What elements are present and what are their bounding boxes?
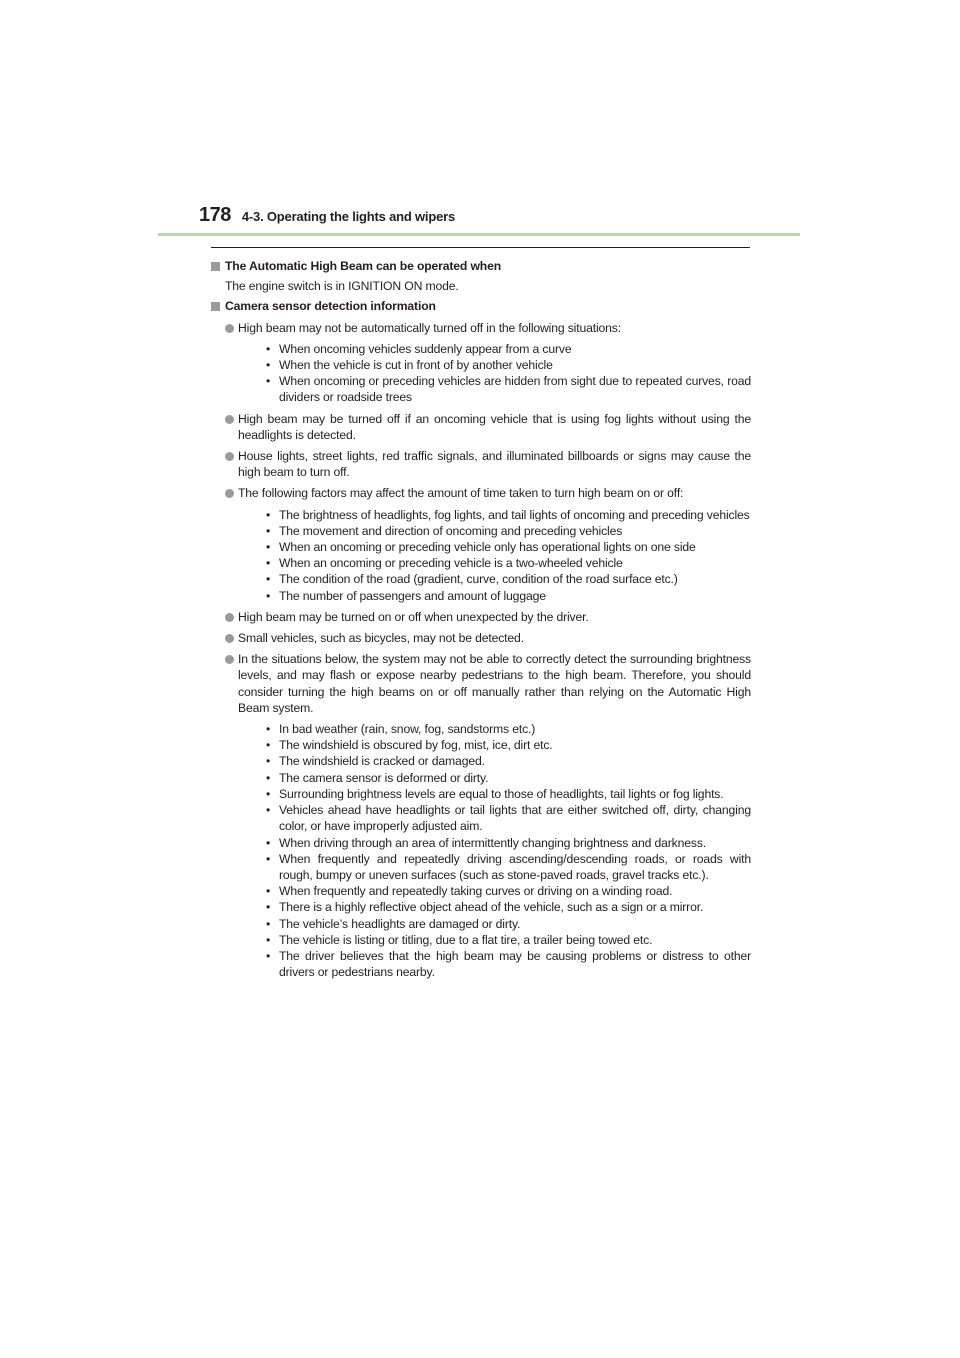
page-header	[199, 204, 455, 227]
sub-list-item: • When frequently and repeatedly taking curves or driving on a winding road.	[279, 883, 751, 899]
sub-list-item: • Vehicles ahead have headlights or tail lights that are either switched off, dirty, changing color, or have improperly adjusted aim.	[279, 802, 751, 834]
sub-list-item: • In bad weather (rain, snow, fog, sandstorms etc.)	[279, 721, 751, 737]
bullet-text: The following factors may affect the amount of time taken to turn high beam on or off:	[238, 486, 684, 501]
sub-list	[238, 507, 751, 604]
bullet-item	[211, 411, 751, 443]
circle-bullet-icon	[225, 634, 234, 643]
circle-bullet-icon	[225, 452, 234, 461]
bullet-text: House lights, street lights, red traffic signals, and illuminated billboards or signs may cause the high beam to turn off.	[238, 449, 751, 480]
sub-list-item: • The brightness of headlights, fog lights, and tail lights of oncoming and preceding vehicles	[279, 507, 751, 523]
circle-bullet-icon	[225, 655, 234, 664]
sub-list-item: • The camera sensor is deformed or dirty.	[279, 770, 751, 786]
sub-list-item: • The number of passengers and amount of luggage	[279, 588, 751, 604]
bullet-text: High beam may be turned on or off when unexpected by the driver.	[238, 609, 589, 624]
section-heading-text: Camera sensor detection information	[225, 299, 436, 314]
bullet-text: Small vehicles, such as bicycles, may not be detected.	[238, 631, 524, 646]
sub-list-item: • The vehicle’s headlights are damaged or dirty.	[279, 916, 751, 932]
sub-list-item: • When the vehicle is cut in front of by another vehicle	[279, 357, 751, 373]
sub-list	[238, 721, 751, 980]
square-bullet-icon	[211, 302, 220, 311]
circle-bullet-icon	[225, 489, 234, 498]
sub-list-item: • When oncoming vehicles suddenly appear from a curve	[279, 341, 751, 357]
bullet-item	[211, 320, 751, 406]
header-rule	[158, 233, 800, 236]
sub-list-item: • When driving through an area of intermittently changing brightness and darkness.	[279, 835, 751, 851]
sub-list-item: • The vehicle is listing or titling, due to a flat tire, a trailer being towed etc.	[279, 932, 751, 948]
bullet-item	[211, 609, 751, 625]
sub-list-item: • The windshield is cracked or damaged.	[279, 753, 751, 769]
sub-list-item: • When an oncoming or preceding vehicle is a two-wheeled vehicle	[279, 555, 751, 571]
sub-list-item: • Surrounding brightness levels are equal to those of headlights, tail lights or fog lights.	[279, 786, 751, 802]
section-heading	[211, 258, 751, 274]
sub-list-item: • The movement and direction of oncoming and preceding vehicles	[279, 523, 751, 539]
sub-list-item: • The windshield is obscured by fog, mist, ice, dirt etc.	[279, 737, 751, 753]
section-heading-text: The Automatic High Beam can be operated when	[225, 259, 502, 273]
bullet-item	[211, 651, 751, 980]
bullet-item	[211, 448, 751, 480]
sub-list-item: • When frequently and repeatedly driving ascending/descending roads, or roads with rough, bumpy or uneven surfaces (such as stone-paved roads, gravel tracks etc.).	[279, 851, 751, 883]
sub-list-item: • The driver believes that the high beam may be causing problems or distress to other drivers or pedestrians nearby.	[279, 948, 751, 980]
bullet-text: In the situations below, the system may not be able to correctly detect the surrounding brightness levels, and may flash or expose nearby pedestrians to the high beam. Therefore, you should consider turning the high beams on or off manually rather than relying on the Automatic High Beam system.	[238, 652, 751, 715]
sub-list-item: • When oncoming or preceding vehicles are hidden from sight due to repeated curves, road dividers or roadside trees	[279, 373, 751, 405]
bullet-list	[211, 320, 751, 981]
bullet-text: High beam may be turned off if an oncoming vehicle that is using fog lights without using the headlights is detected.	[238, 411, 751, 442]
page-number: 178	[199, 204, 231, 226]
sub-list-item: • When an oncoming or preceding vehicle only has operational lights on one side	[279, 539, 751, 555]
bullet-item	[211, 630, 751, 646]
bullet-item	[211, 485, 751, 603]
square-bullet-icon	[211, 262, 220, 271]
section-title: 4-3. Operating the lights and wipers	[241, 209, 455, 224]
sub-list	[238, 341, 751, 406]
circle-bullet-icon	[225, 415, 234, 424]
bullet-text: High beam may not be automatically turned off in the following situations:	[238, 320, 621, 335]
section-heading	[211, 298, 751, 314]
circle-bullet-icon	[225, 324, 234, 333]
circle-bullet-icon	[225, 613, 234, 622]
sub-list-item: • There is a highly reflective object ahead of the vehicle, such as a sign or a mirror.	[279, 899, 751, 915]
section-text: The engine switch is in IGNITION ON mode.	[225, 279, 459, 294]
content-top-rule	[211, 247, 750, 248]
content-body	[211, 258, 751, 980]
sub-list-item: • The condition of the road (gradient, curve, condition of the road surface etc.)	[279, 571, 751, 587]
